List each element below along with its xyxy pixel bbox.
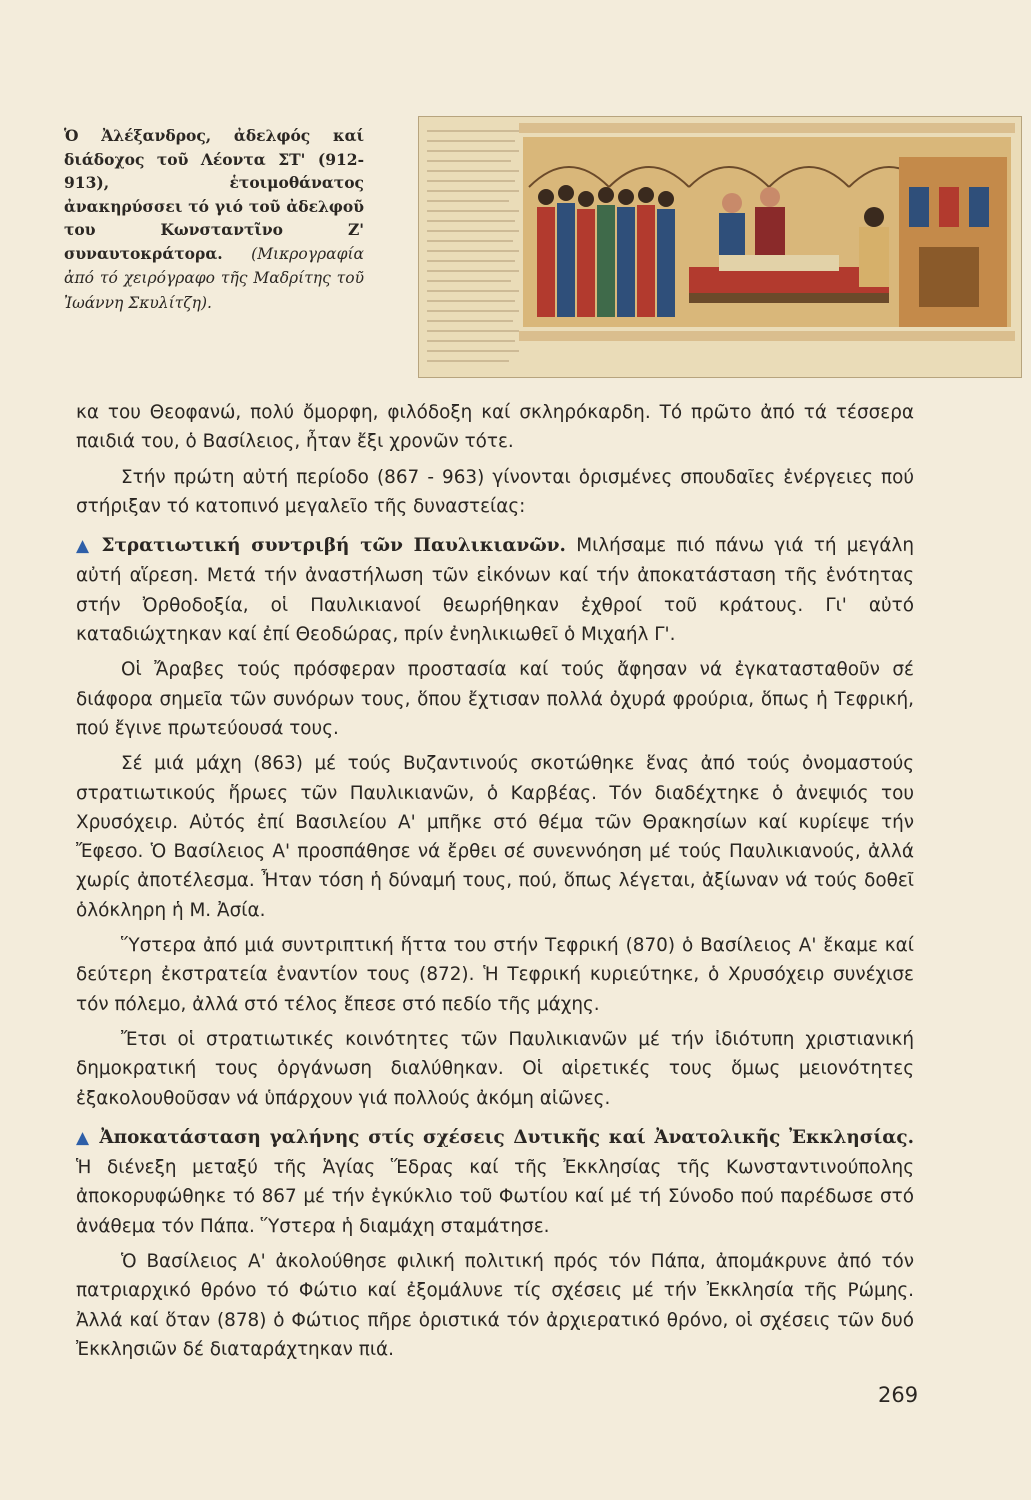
paragraph-1: κα του Θεοφανώ, πολύ ὄμορφη, φιλόδοξη καί σκληρόκαρδη. Τό πρῶτο ἀπό τά τέσσερα παιδιά του, ὁ Βασίλειος, ἦταν ἔξι χρονῶν τότε.: [76, 402, 914, 453]
section-text-paulicians: Μιλήσαμε πιό πάνω γιά τή μεγάλη αὐτή αἵρεση. Μετά τήν ἀναστήλωση τῶν εἰκόνων καί τήν ἀποκατάσταση τῆς ἑνότητας στήν Ὀρθοδοξία, οἱ Παυλικιανοί θεωρήθηκαν ἐχθροί τοῦ κράτους. Γι' αὐτό καταδιώχτηκαν καί ἐπί Θεοδώρας, πρίν ἐνηλικιωθεῖ ὁ Μιχαήλ Γ'.: [76, 535, 914, 646]
section-paulicians: [76, 531, 914, 649]
paragraph-2: Στήν πρώτη αὐτή περίοδο (867 - 963) γίνονται ὁρισμένες σπουδαῖες ἐνέργειες πού στήριξαν τό κατοπινό μεγαλεῖο τῆς δυναστείας:: [76, 466, 914, 517]
figure-caption: [64, 124, 364, 315]
paragraph-5: Ὕστερα ἀπό μιά συντριπτική ἥττα του στήν Τεφρική (870) ὁ Βασίλειος Α' ἔκαμε καί δεύτερη ἐκστρατεία ἐναντίον τους (872). Ἡ Τεφρική κυριεύτηκε, ὁ Χρυσόχειρ συνέχισε τόν πόλεμο, ἀλλά στό τέλος ἔπεσε στό πεδίο τῆς μάχης.: [76, 935, 914, 1015]
page-number: 269: [878, 1383, 919, 1407]
paragraph-7: Ὁ Βασίλειος Α' ἀκολούθησε φιλική πολιτική πρός τόν Πάπα, ἀπομάκρυνε ἀπό τόν πατριαρχικό θρόνο τό Φώτιο καί ἐξομάλυνε τίς σχέσεις μέ τήν Ἐκκλησία τῆς Ρώμης. Ἀλλά καί ὅταν (878) ὁ Φώτιος πῆρε ὁριστικά τόν ἀρχιερατικό θρόνο, οἱ σχέσεις τῶν δυό Ἐκκλησιῶν δέ διαταράχτηκαν πιά.: [76, 1251, 914, 1360]
section-heading-churches: Ἀποκατάσταση γαλήνης στίς σχέσεις Δυτικῆς καί Ἀνατολικῆς Ἐκκλησίας.: [99, 1126, 914, 1148]
section-heading-paulicians: Στρατιωτική συντριβή τῶν Παυλικιανῶν.: [101, 535, 566, 557]
triangle-bullet-icon: ▲: [76, 1127, 92, 1148]
caption-text: Ὁ Ἀλέξανδρος, ἀδελφός καί διάδοχος τοῦ Λέοντα ΣΤ' (912-913), ἑτοιμοθάνατος ἀνακηρύσσει τό γιό τοῦ ἀδελφοῦ του Κωνσταντῖνο Ζ' συναυτοκράτορα.: [64, 126, 364, 263]
paragraph-4: Σέ μιά μάχη (863) μέ τούς Βυζαντινούς σκοτώθηκε ἕνας ἀπό τούς ὀνομαστούς στρατιωτικούς ἥρωες τῶν Παυλικιανῶν, ὁ Καρβέας. Τόν διαδέχτηκε ὁ ἀνεψιός του Χρυσόχειρ. Αὐτός ἐπί Βασιλείου Α' μπῆκε στό θέμα τῶν Θρακησίων καί κυρίεψε τήν Ἔφεσο. Ὁ Βασίλειος Α' προσπάθησε νά ἔρθει σέ συνεννόηση μέ τούς Παυλικιανούς, ἀλλά χωρίς ἀποτέλεσμα. Ἦταν τόση ἡ δύναμή τους, πού, ὅπως λέγεται, ἀξίωναν νά τούς δοθεῖ ὁλόκληρη ἡ Μ. Ἀσία.: [76, 753, 914, 921]
caption-source: (Μικρογραφία ἀπό τό χειρόγραφο τῆς Μαδρίτης τοῦ Ἰωάννη Σκυλίτζη).: [64, 244, 364, 312]
section-text-churches: Ἡ διένεξη μεταξύ τῆς Ἁγίας Ἕδρας καί τῆς Ἐκκλησίας τῆς Κωνσταντινούπολης ἀποκορυφώθηκε τό 867 μέ τήν ἐγκύκλιο τοῦ Φωτίου καί μέ τή Σύνοδο πού παρέδωσε στό ἀνάθεμα τόν Πάπα. Ὕστερα ἡ διαμάχη σταμάτησε.: [76, 1157, 914, 1237]
paragraph-3: Οἱ Ἄραβες τούς πρόσφεραν προστασία καί τούς ἄφησαν νά ἐγκατασταθοῦν σέ διάφορα σημεῖα τῶν συνόρων τους, ὅπου ἔχτισαν πολλά ὀχυρά φρούρια, ὅπως ἡ Τεφρική, πού ἔγινε πρωτεύουσά τους.: [76, 659, 914, 739]
triangle-bullet-icon: ▲: [76, 536, 94, 557]
body-text: [76, 398, 914, 1364]
section-churches: [76, 1123, 914, 1241]
manuscript-miniature-image: [418, 116, 1022, 378]
paragraph-6: Ἔτσι οἱ στρατιωτικές κοινότητες τῶν Παυλικιανῶν μέ τήν ἰδιότυπη χριστιανική δημοκρατική τους ὀργάνωση διαλύθηκαν. Οἱ αἱρετικές τους ὅμως μειονότητες ἐξακολουθοῦσαν νά ὑπάρχουν γιά πολλούς ἀκόμη αἰῶνες.: [76, 1028, 914, 1109]
